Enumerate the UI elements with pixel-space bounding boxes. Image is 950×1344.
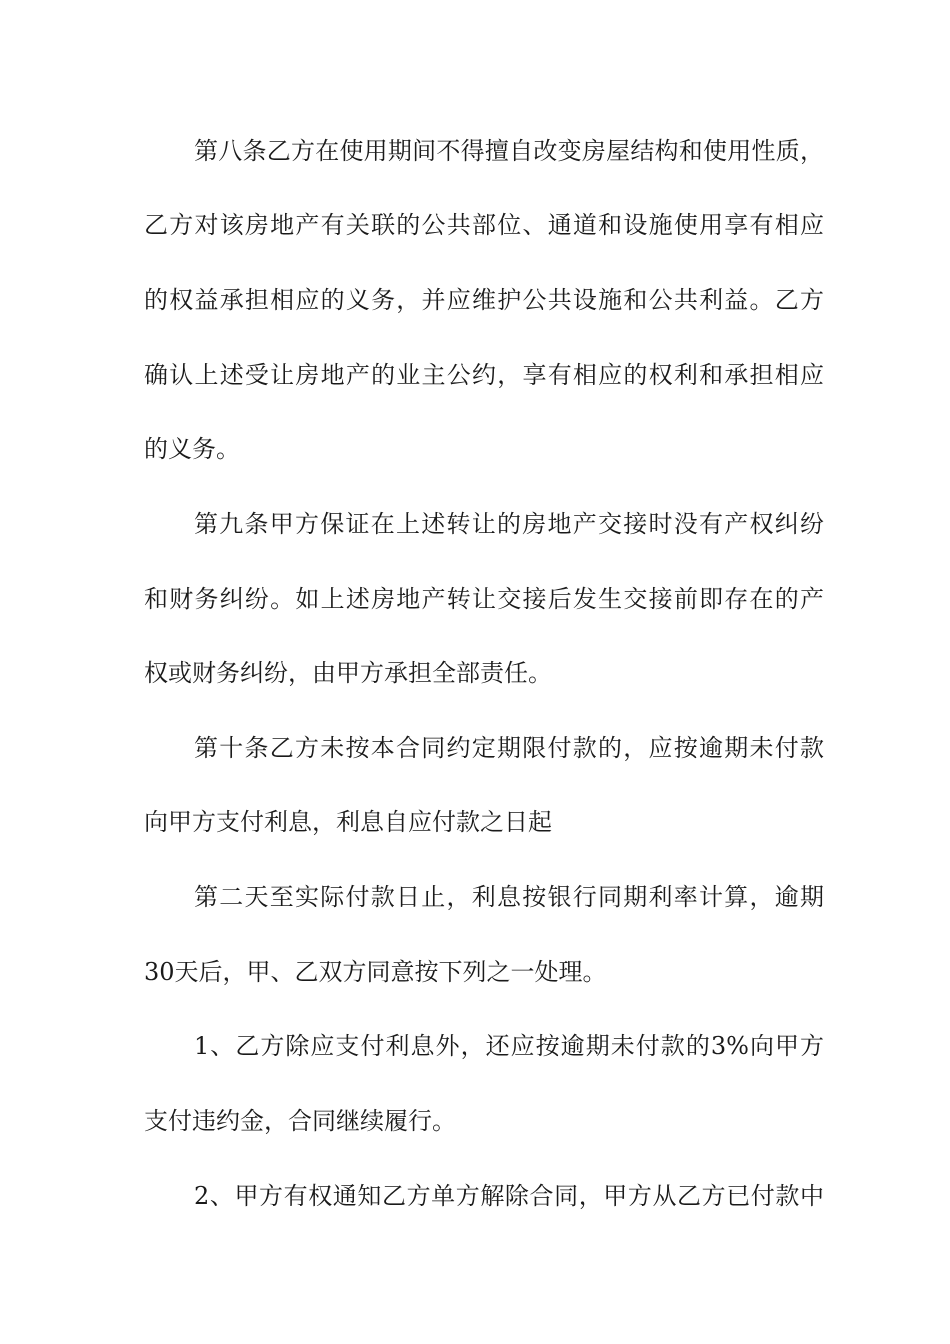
text-line: 向甲方支付利息，利息自应付款之日起 [144,808,552,836]
text-line: 第九条甲方保证在上述转让的房地产交接时没有产权纠纷 [194,510,824,538]
text-line: 30天后，甲、乙双方同意按下列之一处理。 [144,958,607,986]
text-line: 支付违约金，合同继续履行。 [144,1107,456,1135]
text-line: 第二天至实际付款日止，利息按银行同期利率计算，逾期 [194,883,824,911]
text-line: 2、甲方有权通知乙方单方解除合同，甲方从乙方已付款中 [194,1182,824,1210]
text-line: 的权益承担相应的义务，并应维护公共设施和公共利益。乙方 [144,286,824,314]
text-line: 第八条乙方在使用期间不得擅自改变房屋结构和使用性质， [194,137,824,165]
text-line: 1、乙方除应支付利息外，还应按逾期未付款的3%向甲方 [194,1032,824,1060]
text-line: 第十条乙方未按本合同约定期限付款的，应按逾期未付款 [194,734,824,762]
text-line: 的义务。 [144,435,240,463]
text-line: 和财务纠纷。如上述房地产转让交接后发生交接前即存在的产 [144,585,824,613]
text-line: 权或财务纠纷，由甲方承担全部责任。 [144,659,552,687]
text-line: 乙方对该房地产有关联的公共部位、通道和设施使用享有相应 [144,211,824,239]
text-line: 确认上述受让房地产的业主公约，享有相应的权利和承担相应 [144,361,824,389]
